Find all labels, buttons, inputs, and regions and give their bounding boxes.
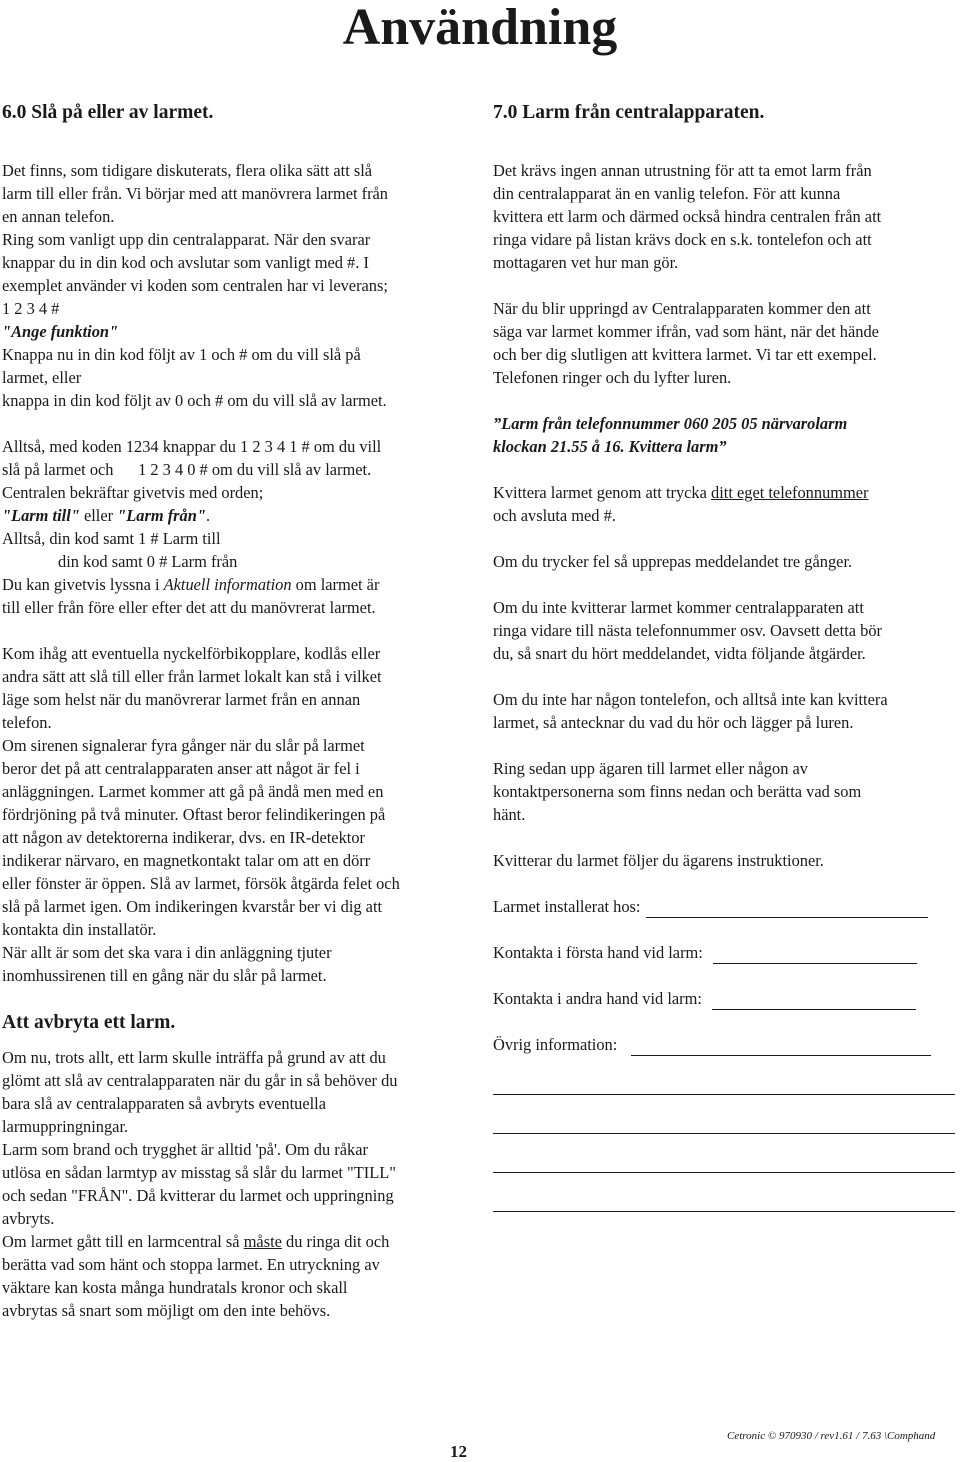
body-line: Knappa nu in din kod följt av 1 och # om du vill slå på xyxy=(2,345,361,364)
body-line: mottagaren vet hur man gör. xyxy=(493,253,679,272)
body-line: att någon av detektorerna indikerar, dvs. en IR-detektor xyxy=(2,828,365,847)
body-line: knappar du in din kod och avslutar som vanligt med #. I xyxy=(2,253,369,272)
body-line: andra sätt att slå till eller från larmet lokalt kan stå i vilket xyxy=(2,667,382,686)
ange-funktion-prompt: "Ange funktion" xyxy=(2,322,119,341)
body-line: Alltså, med koden 1234 knappar du 1 2 3 4 1 # om du vill xyxy=(2,437,382,456)
body-line: utlösa en sådan larmtyp av misstag så slår du larmet "TILL" xyxy=(2,1163,396,1182)
body-line: kvittera ett larm och därmed också hindra centralen från att xyxy=(493,207,882,226)
andra-hand-field xyxy=(493,987,955,1010)
body-line: din kod samt 0 # Larm från xyxy=(58,552,238,571)
body-line: Om du inte kvitterar larmet kommer centralapparaten att xyxy=(493,598,864,617)
body-line: larm till eller från. Vi börjar med att manövrera larmet från xyxy=(2,184,389,203)
body-line: och sedan "FRÅN". Då kvitterar du larmet och uppringning xyxy=(2,1186,394,1205)
body-line: bara slå av centralapparaten så avbryts eventuella xyxy=(2,1094,327,1113)
footer-revision: Cetronic © 970930 / rev1.61 / 7.63 \Comphand xyxy=(727,1430,936,1442)
body-line: Telefonen ringer och du lyfter luren. xyxy=(493,368,732,387)
body-line: beror det på att centralapparaten anser att något är fel i xyxy=(2,759,360,778)
eller-text: eller xyxy=(79,506,118,525)
body-line: indikerar närvaro, en magnetkontakt talar om att en dörr xyxy=(2,851,371,870)
kvittera-pre: Kvittera larmet genom att trycka xyxy=(493,483,712,502)
body-line: du, så snart du hört meddelandet, vidta följande åtgärder. xyxy=(493,644,866,663)
installerat-blank-line xyxy=(646,899,928,918)
left-column xyxy=(2,100,472,1322)
body-line: Larm som brand och trygghet är alltid 'på'. Om du råkar xyxy=(2,1140,368,1159)
body-line: Det krävs ingen annan utrustning för att ta emot larm från xyxy=(493,161,872,180)
andra-hand-label: Kontakta i andra hand vid larm: xyxy=(493,989,702,1008)
body-line: exemplet använder vi koden som centralen har vi leverans; xyxy=(2,276,388,295)
installerat-label: Larmet installerat hos: xyxy=(493,897,641,916)
body-line: läge som helst när du manövrerar larmet från en annan xyxy=(2,690,361,709)
larm-till-text: "Larm till" xyxy=(2,506,80,525)
section-6-heading: 6.0 Slå på eller av larmet. xyxy=(2,102,214,123)
larm-fran-text: "Larm från" xyxy=(117,506,206,525)
body-line: avbryts. xyxy=(2,1209,55,1228)
kvittera-line xyxy=(493,481,955,504)
body-line: telefon. xyxy=(2,713,52,732)
installerat-field xyxy=(493,895,955,918)
andra-hand-blank-line xyxy=(712,991,916,1010)
page-title: Användning xyxy=(342,0,618,56)
aktuell-info-line xyxy=(2,573,472,596)
period-text: . xyxy=(205,506,211,525)
body-line: Centralen bekräftar givetvis med orden; xyxy=(2,483,264,502)
body-line: eller fönster är öppen. Slå av larmet, försök åtgärda felet och xyxy=(2,874,400,893)
body-line: slå på larmet och 1 2 3 4 0 # om du vill slå av larmet. xyxy=(2,460,372,479)
confirmation-words xyxy=(2,504,472,527)
body-line: Det finns, som tidigare diskuterats, flera olika sätt att slå xyxy=(2,161,373,180)
body-line: Om du inte har någon tontelefon, och alltså inte kan kvittera xyxy=(493,690,888,709)
ovrig-info-field xyxy=(493,1033,955,1056)
body-line: berätta vad som hänt och stoppa larmet. En utryckning av xyxy=(2,1255,380,1274)
body-line: kontakta din installatör. xyxy=(2,920,157,939)
body-line: ringa vidare till nästa telefonnummer osv. Oavsett detta bör xyxy=(493,621,883,640)
blank-line xyxy=(493,1211,955,1212)
abort-heading: Att avbryta ett larm. xyxy=(2,1012,176,1033)
aktuell-post: om larmet är xyxy=(291,575,380,594)
body-line: din centralapparat än en vanlig telefon. För att kunna xyxy=(493,184,841,203)
body-line: anläggningen. Larmet kommer att gå på ändå men med en xyxy=(2,782,384,801)
ovrig-info-blank-line xyxy=(631,1037,931,1056)
page-number: 12 xyxy=(450,1442,467,1461)
body-line: väktare kan kosta många hundratals kronor och skall xyxy=(2,1278,348,1297)
body-line: Om nu, trots allt, ett larm skulle inträffa på grund av att du xyxy=(2,1048,386,1067)
code-line: 1 2 3 4 # xyxy=(2,299,60,318)
own-phone-number-term: ditt eget telefonnummer xyxy=(711,483,869,502)
body-line: slå på larmet igen. Om indikeringen kvarstår ber vi dig att xyxy=(2,897,383,916)
body-line: säga var larmet kommer ifrån, vad som hänt, när det hände xyxy=(493,322,879,341)
aktuell-pre: Du kan givetvis lyssna i xyxy=(2,575,164,594)
section-7-heading: 7.0 Larm från centralapparaten. xyxy=(493,102,765,123)
body-line: en annan telefon. xyxy=(2,207,115,226)
body-line: larmuppringningar. xyxy=(2,1117,129,1136)
body-line: larmet, så antecknar du vad du hör och lägger på luren. xyxy=(493,713,854,732)
body-line: Om sirenen signalerar fyra gånger när du slår på larmet xyxy=(2,736,365,755)
body-line: När du blir uppringd av Centralapparaten kommer den att xyxy=(493,299,871,318)
body-line: När allt är som det ska vara i din anläggning tjuter xyxy=(2,943,332,962)
alarm-message-quote: klockan 21.55 å 16. Kvittera larm” xyxy=(493,437,727,456)
ovrig-info-label: Övrig information: xyxy=(493,1035,618,1054)
body-line: ringa vidare på listan krävs dock en s.k. tontelefon och att xyxy=(493,230,872,249)
alarm-message-quote: ”Larm från telefonnummer 060 205 05 närvarolarm xyxy=(493,414,848,433)
body-line: avbrytas så snart som möjligt om den inte behövs. xyxy=(2,1301,331,1320)
body-line: Alltså, din kod samt 1 # Larm till xyxy=(2,529,221,548)
forsta-hand-label: Kontakta i första hand vid larm: xyxy=(493,943,703,962)
body-line: glömt att slå av centralapparaten när du går in så behöver du xyxy=(2,1071,398,1090)
maste-post: du ringa dit och xyxy=(281,1232,390,1251)
body-line: och ber dig slutligen att kvittera larmet. Vi tar ett exempel. xyxy=(493,345,877,364)
body-line: och avsluta med #. xyxy=(493,506,616,525)
body-line: Om du trycker fel så upprepas meddelandet tre gånger. xyxy=(493,552,853,571)
blank-line xyxy=(493,1172,955,1173)
body-line: till eller från före eller efter det att du manövrerat larmet. xyxy=(2,598,376,617)
body-line: hänt. xyxy=(493,805,526,824)
forsta-hand-field xyxy=(493,941,955,964)
blank-line xyxy=(493,1094,955,1095)
right-column xyxy=(493,100,955,1212)
body-line: larmet, eller xyxy=(2,368,82,387)
maste-line xyxy=(2,1230,472,1253)
body-line: Ring som vanligt upp din centralapparat. När den svarar xyxy=(2,230,371,249)
body-line: Ring sedan upp ägaren till larmet eller någon av xyxy=(493,759,808,778)
body-line: knappa in din kod följt av 0 och # om du vill slå av larmet. xyxy=(2,391,387,410)
body-line: Kvitterar du larmet följer du ägarens instruktioner. xyxy=(493,851,824,870)
aktuell-info-term: Aktuell information xyxy=(163,575,292,594)
forsta-hand-blank-line xyxy=(713,945,917,964)
maste-pre: Om larmet gått till en larmcentral så xyxy=(2,1232,244,1251)
body-line: fördrjöning på två minuter. Oftast beror felindikeringen på xyxy=(2,805,386,824)
body-line: kontaktpersonerna som finns nedan och berätta vad som xyxy=(493,782,862,801)
blank-line xyxy=(493,1133,955,1134)
maste-term: måste xyxy=(243,1232,282,1251)
body-line: inomhussirenen till en gång när du slår på larmet. xyxy=(2,966,327,985)
body-line: Kom ihåg att eventuella nyckelförbikopplare, kodlås eller xyxy=(2,644,381,663)
